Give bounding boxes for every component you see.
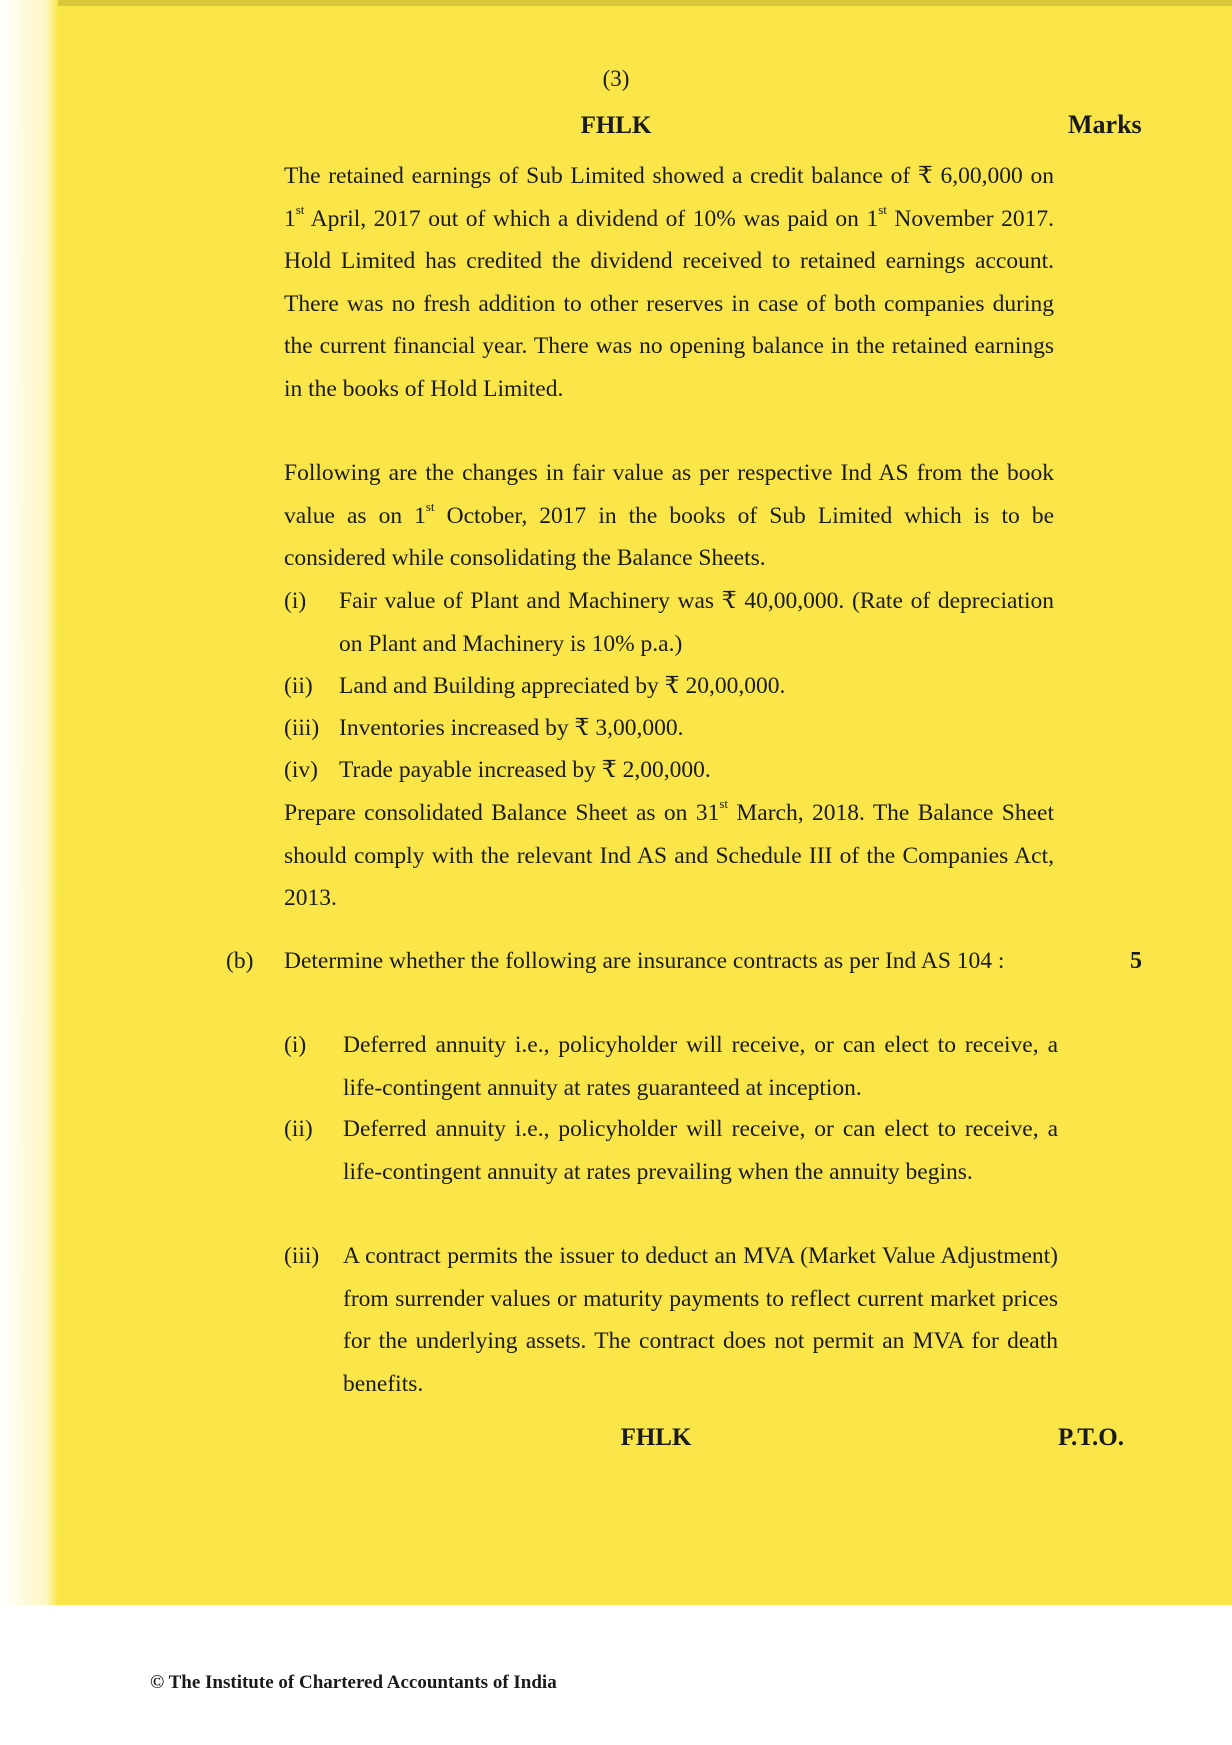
list-item [284,580,1054,666]
retained-earnings-paragraph: The retained earnings of Sub Limited showed a credit balance of ₹ 6,00,000 on 1st April, 2017 out of which a dividend of 10% was paid on 1st November 2017. Hold Limited has credited the dividend received to retained earnings account. There was no fresh addition to other reserves in case of both companies during the current financial year. There was no opening balance in the retained earnings in the books of Hold Limited. [284,163,1055,402]
item-number: (i) [284,588,307,614]
item-text: Inventories increased by ₹ 3,00,000. [339,715,684,741]
please-turn-over: P.T.O. [1058,1424,1124,1451]
paper-code-header: FHLK [580,112,652,139]
fair-value-changes-paragraph: Following are the changes in fair value as per respective Ind AS from the book value as on 1st October, 2017 in the books of Sub Limited which is to be considered while consolidating the Balance Sheets. [284,460,1054,571]
part-b-question: Determine whether the following are insurance contracts as per Ind AS 104 : [284,948,1005,974]
item-number: (ii) [284,1116,313,1142]
item-number: (iii) [284,1243,320,1269]
copyright-notice: © The Institute of Chartered Accountants of India [150,1672,557,1693]
item-text: Trade payable increased by ₹ 2,00,000. [339,757,711,783]
item-text: Fair value of Plant and Machinery was ₹ 40,00,000. (Rate of depreciation on Plant and Machinery is 10% p.a.) [339,588,1054,657]
part-b-label: (b) [226,948,254,974]
item-number: (i) [284,1032,307,1058]
sheet-top-edge [58,0,1232,6]
page-number: (3) [602,66,630,91]
item-text: Land and Building appreciated by ₹ 20,00,000. [339,673,786,699]
item-text: Deferred annuity i.e., policyholder will receive, or can elect to receive, a life-contingent annuity at rates guaranteed at inception. [343,1032,1058,1101]
prepare-balance-sheet-paragraph: Prepare consolidated Balance Sheet as on 31st March, 2018. The Balance Sheet should comply with the relevant Ind AS and Schedule III of the Companies Act, 2013. [284,796,1055,911]
marks-column-heading: Marks [1068,110,1142,139]
page-margin [0,0,58,1605]
item-text: A contract permits the issuer to deduct an MVA (Market Value Adjustment) from surrender values or maturity payments to reflect current market prices for the underlying assets. The contract does not permit an MVA for death benefits. [343,1243,1058,1397]
part-b-marks: 5 [1130,948,1142,974]
item-number: (iv) [284,757,318,783]
item-number: (iii) [284,715,320,741]
paper-code-footer: FHLK [620,1424,692,1451]
item-text: Deferred annuity i.e., policyholder will receive, or can elect to receive, a life-contingent annuity at rates prevailing when the annuity begins. [343,1116,1058,1185]
item-number: (ii) [284,673,313,699]
